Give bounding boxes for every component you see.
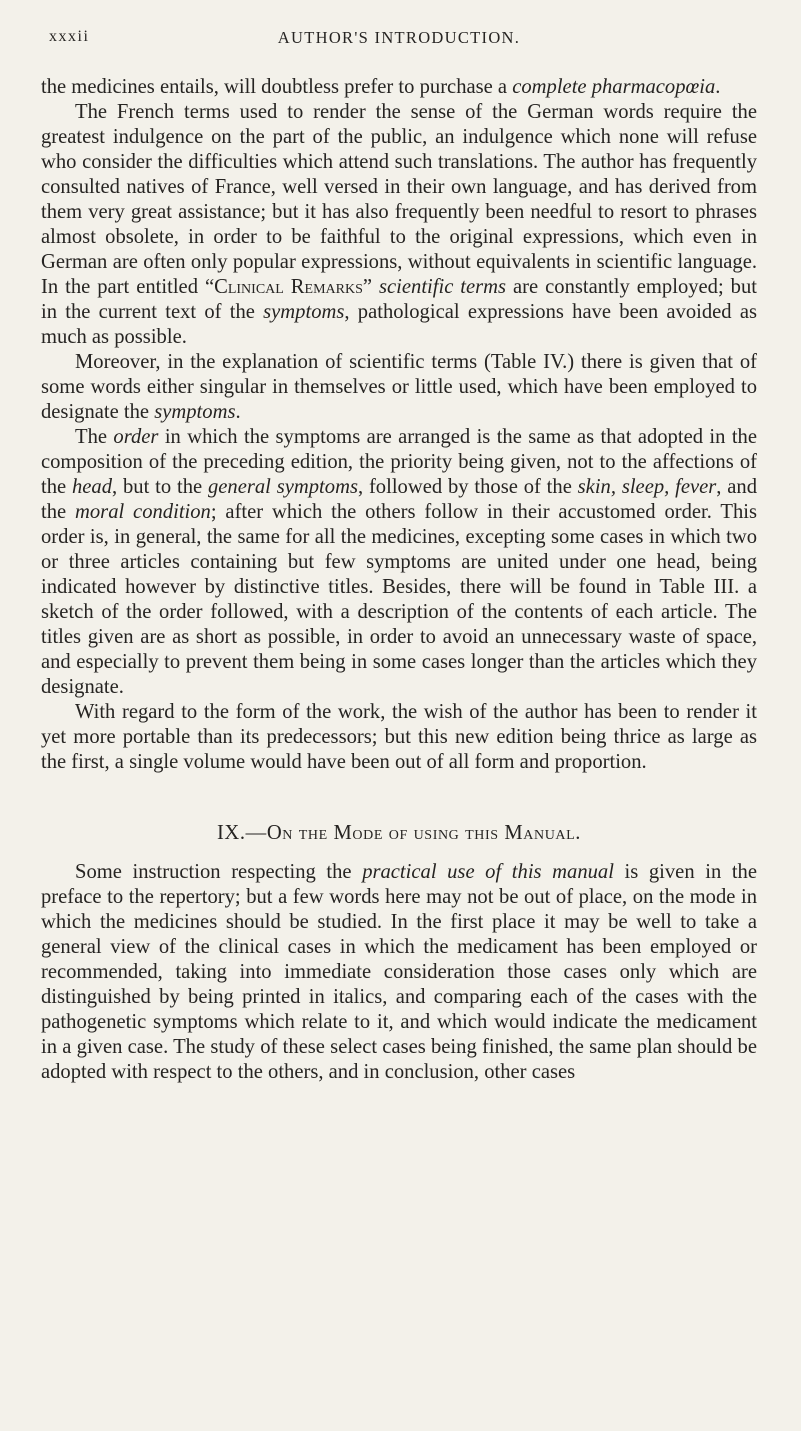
text-run: in which the symptoms are arranged is the same as that adopted in the composition of the preceding edition, the priority being given, not to the affections of the	[41, 426, 757, 498]
section-number: IX.—	[216, 822, 267, 844]
text-run: , and the	[41, 476, 757, 523]
page-header	[41, 20, 757, 56]
paragraph-continuation	[41, 75, 757, 100]
text-run: , followed by those of the	[357, 476, 578, 498]
text-run: The	[75, 426, 114, 448]
text-run: .	[715, 76, 721, 98]
italic-run: symptoms	[263, 301, 345, 323]
italic-run: practical use of this manual	[362, 861, 614, 883]
italic-run: general symptoms	[208, 476, 358, 498]
paragraph-scientific-terms	[41, 350, 757, 425]
section-title: On the Mode of using this Manual.	[266, 822, 582, 844]
text-run: Some instruction respecting the	[75, 861, 363, 883]
running-head: AUTHOR'S INTRODUCTION.	[277, 28, 521, 47]
italic-run: skin, sleep, fever	[577, 476, 717, 498]
page-number: xxxii	[49, 28, 90, 45]
text-run: are constantly employed; but in the current text of the	[41, 276, 757, 323]
section-heading	[41, 821, 757, 846]
italic-run: order	[113, 426, 159, 448]
italic-run: moral condition	[75, 501, 211, 523]
text-run: is given in the preface to the repertory; but a few words here may not be out of place, on the mode in which the medicines should be studied. In the first place it may be well to take a general view of the clinical cases in which the medicament has been employed or recommended, taking into immediate consideration those cases only which are distinguished by being printed in italics, and comparing each of the cases with the pathogenetic symptoms which relate to it, and which would indicate the medicament in a given case. The study of these select cases being finished, the same plan should be adopted with respect to the others, and in conclusion, other cases	[41, 861, 757, 1083]
text-run: ; after which the others follow in their accustomed order. This order is, in general, the same for all the medicines, excepting some cases in which two or three articles containing but few symptoms are united under one head, being indicated however by distinctive titles. Besides, there will be found in Table III. a sketch of the order followed, with a description of the contents of each article. The titles given are as short as possible, in order to avoid an unnecessary waste of space, and especially to prevent them being in some cases longer than the articles which they designate.	[41, 501, 757, 698]
text-run: , but to the	[112, 476, 208, 498]
italic-run: scientific terms	[379, 276, 507, 298]
small-caps-run: Clinical Remarks	[214, 276, 363, 298]
italic-run: symptoms	[154, 401, 236, 423]
body-text	[41, 75, 757, 1085]
italic-run: head	[72, 476, 113, 498]
italic-run: complete pharmacopœia	[512, 76, 716, 98]
text-run: , pathological expressions have been avoided as much as possible.	[41, 301, 757, 348]
text-run: Moreover, in the explanation of scientific terms (Table IV.) there is given that of some words either singular in themselves or little used, which have been employed to designate the	[41, 351, 757, 423]
paragraph-order	[41, 425, 757, 700]
paragraph-french-terms	[41, 100, 757, 350]
paragraph-form-of-work	[41, 700, 757, 775]
text-run: With regard to the form of the work, the wish of the author has been to render it yet more portable than its predecessors; but this new edition being thrice as large as the first, a single volume would have been out of all form and proportion.	[41, 701, 757, 773]
paragraph-mode-of-use	[41, 860, 757, 1085]
text-run: The French terms used to render the sense of the German words require the greatest indulgence on the part of the public, an indulgence which none will refuse who consider the difficulties which attend such translations. The author has frequently consulted natives of France, well versed in their own language, and has derived from them very great assistance; but it has also frequently been needful to resort to phrases almost obsolete, in order to be faithful to the original expressions, which even in German are often only popular expressions, without equivalents in scientific language. In the part entitled “	[41, 101, 757, 298]
text-run: ”	[362, 276, 379, 298]
text-run: .	[235, 401, 241, 423]
text-run: the medicines entails, will doubtless prefer to purchase a	[41, 76, 513, 98]
